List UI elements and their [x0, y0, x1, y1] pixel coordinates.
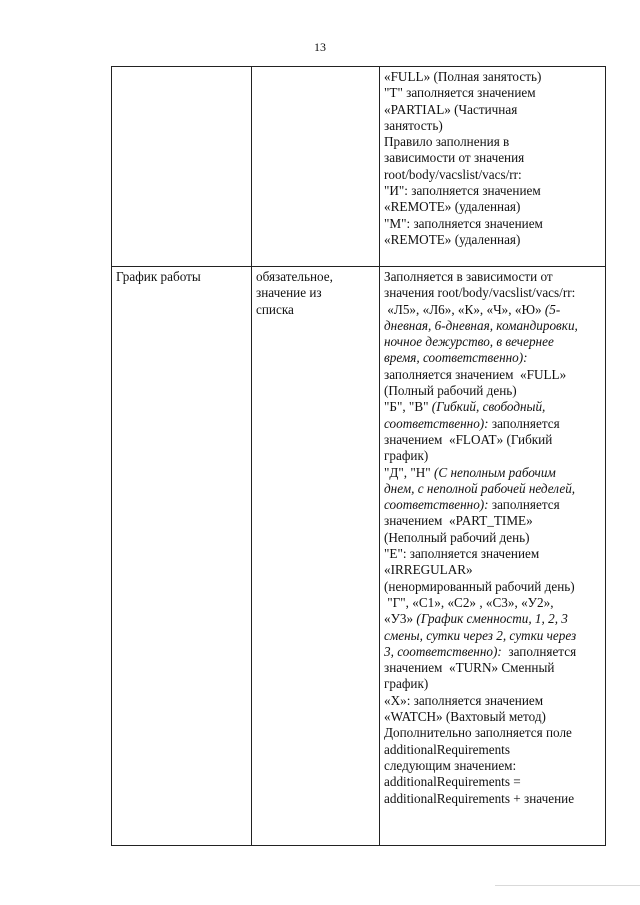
- text-line: [384, 546, 601, 562]
- italic-text: соответственно):: [384, 497, 489, 513]
- text-line: [384, 432, 601, 448]
- italic-text: днем, с неполной рабочей неделей,: [384, 480, 576, 496]
- text-segment: заполняется: [488, 415, 560, 431]
- text-line: [384, 302, 601, 318]
- text-line: "T" заполняется значением: [384, 85, 536, 101]
- text-line: Правило заполнения в: [384, 134, 510, 150]
- text-line: [384, 497, 601, 513]
- text-segment: «Л5», «Л6», «К», «Ч», «Ю»: [384, 301, 545, 317]
- text-segment: additionalRequirements + значение: [384, 790, 575, 806]
- field-type-cell: [252, 67, 380, 267]
- text-segment: заполняется: [501, 643, 577, 659]
- text-line: [384, 660, 601, 676]
- text-segment: "Б", "В": [384, 399, 432, 415]
- text-line: [384, 465, 601, 481]
- text-line: [384, 399, 601, 415]
- text-segment: «Х»: заполняется значением: [384, 692, 544, 708]
- text-segment: заполняется: [488, 497, 560, 513]
- text-segment: «IRREGULAR»: [384, 562, 473, 578]
- text-line: обязательное,: [256, 269, 333, 284]
- text-line: зависимости от значения: [384, 150, 525, 166]
- text-line: [384, 595, 601, 611]
- text-line: [384, 725, 601, 741]
- text-segment: заполняется значением «FULL»: [384, 366, 567, 382]
- text-line: [384, 791, 601, 807]
- text-line: списка: [256, 301, 294, 317]
- italic-text: смены, сутки через 2, сутки через: [384, 627, 577, 643]
- text-line: [384, 611, 601, 627]
- text-line: [384, 628, 601, 644]
- field-name: График работы: [116, 269, 201, 284]
- field-description-cell: [380, 267, 606, 846]
- text-line: [384, 269, 601, 285]
- text-line: [384, 562, 601, 578]
- text-line: «FULL» (Полная занятость): [384, 69, 542, 84]
- text-line: [384, 644, 601, 660]
- text-line: "И": заполняется значением: [384, 183, 541, 199]
- italic-text: соответственно):: [384, 415, 489, 431]
- text-segment: значением «TURN» Сменный: [384, 660, 555, 676]
- text-segment: (ненормированный рабочий день): [384, 578, 575, 594]
- text-line: [384, 742, 601, 758]
- text-line: [384, 285, 601, 301]
- field-name-cell: [112, 67, 252, 267]
- field-type-cell: [252, 267, 380, 846]
- text-line: [384, 448, 601, 464]
- text-line: [384, 383, 601, 399]
- text-segment: "Е": заполняется значением: [384, 546, 540, 562]
- text-segment: (Неполный рабочий день): [384, 529, 530, 545]
- text-line: [384, 579, 601, 595]
- italic-text: (С неполным рабочим: [433, 464, 556, 480]
- text-line: [384, 367, 601, 383]
- field-name-cell: [112, 267, 252, 846]
- text-segment: Дополнительно заполняется поле: [384, 725, 572, 741]
- text-segment: следующим значением:: [384, 757, 517, 773]
- table-row: [112, 67, 606, 267]
- page-number: 13: [314, 40, 326, 54]
- text-line: [384, 758, 601, 774]
- text-line: значение из: [256, 285, 322, 301]
- text-line: [384, 513, 601, 529]
- italic-text: время, соответственно):: [384, 350, 528, 366]
- text-line: [384, 530, 601, 546]
- text-segment: значения root/body/vacslist/vacs/rr:: [384, 285, 576, 301]
- text-segment: значением «FLOAT» (Гибкий: [384, 431, 553, 447]
- text-segment: график): [384, 676, 429, 692]
- text-segment: additionalRequirements =: [384, 774, 521, 790]
- text-segment: (Полный рабочий день): [384, 383, 517, 399]
- text-segment: "Д", "Н": [384, 464, 434, 480]
- text-segment: значением «PART_TIME»: [384, 513, 533, 529]
- text-segment: Заполняется в зависимости от: [384, 269, 553, 284]
- text-segment: график): [384, 448, 429, 464]
- text-line: [384, 416, 601, 432]
- text-segment: «WATCH» (Вахтовый метод): [384, 709, 546, 725]
- text-line: [384, 693, 601, 709]
- italic-text: (Гибкий, свободный,: [431, 399, 546, 415]
- italic-text: (График сменности, 1, 2, 3: [416, 611, 568, 627]
- text-line: "М": заполняется значением: [384, 215, 543, 231]
- field-description-cell: [380, 67, 606, 267]
- text-line: [384, 318, 601, 334]
- text-line: [384, 774, 601, 790]
- italic-text: 3, соответственно):: [384, 643, 502, 659]
- text-line: [384, 481, 601, 497]
- text-segment: "Г", «С1», «С2» , «С3», «У2»,: [384, 594, 554, 610]
- italic-text: (5-: [544, 301, 561, 317]
- text-segment: «У3»: [384, 611, 417, 627]
- text-line: [384, 709, 601, 725]
- text-line: root/body/vacslist/vacs/rr:: [384, 166, 522, 182]
- text-segment: additionalRequirements: [384, 741, 510, 757]
- text-line: занятость): [384, 117, 443, 133]
- italic-text: ночное дежурство, в вечернее: [384, 334, 554, 350]
- text-line: «REMOTE» (удаленная): [384, 231, 521, 247]
- page-edge-line: [495, 885, 640, 886]
- text-line: [384, 350, 601, 366]
- spec-table: [111, 66, 606, 846]
- table-row: [112, 267, 606, 846]
- italic-text: дневная, 6-дневная, командировки,: [384, 317, 578, 333]
- text-line: [384, 676, 601, 692]
- text-line: «PARTIAL» (Частичная: [384, 101, 518, 117]
- text-line: «REMOTE» (удаленная): [384, 199, 521, 215]
- text-line: [384, 334, 601, 350]
